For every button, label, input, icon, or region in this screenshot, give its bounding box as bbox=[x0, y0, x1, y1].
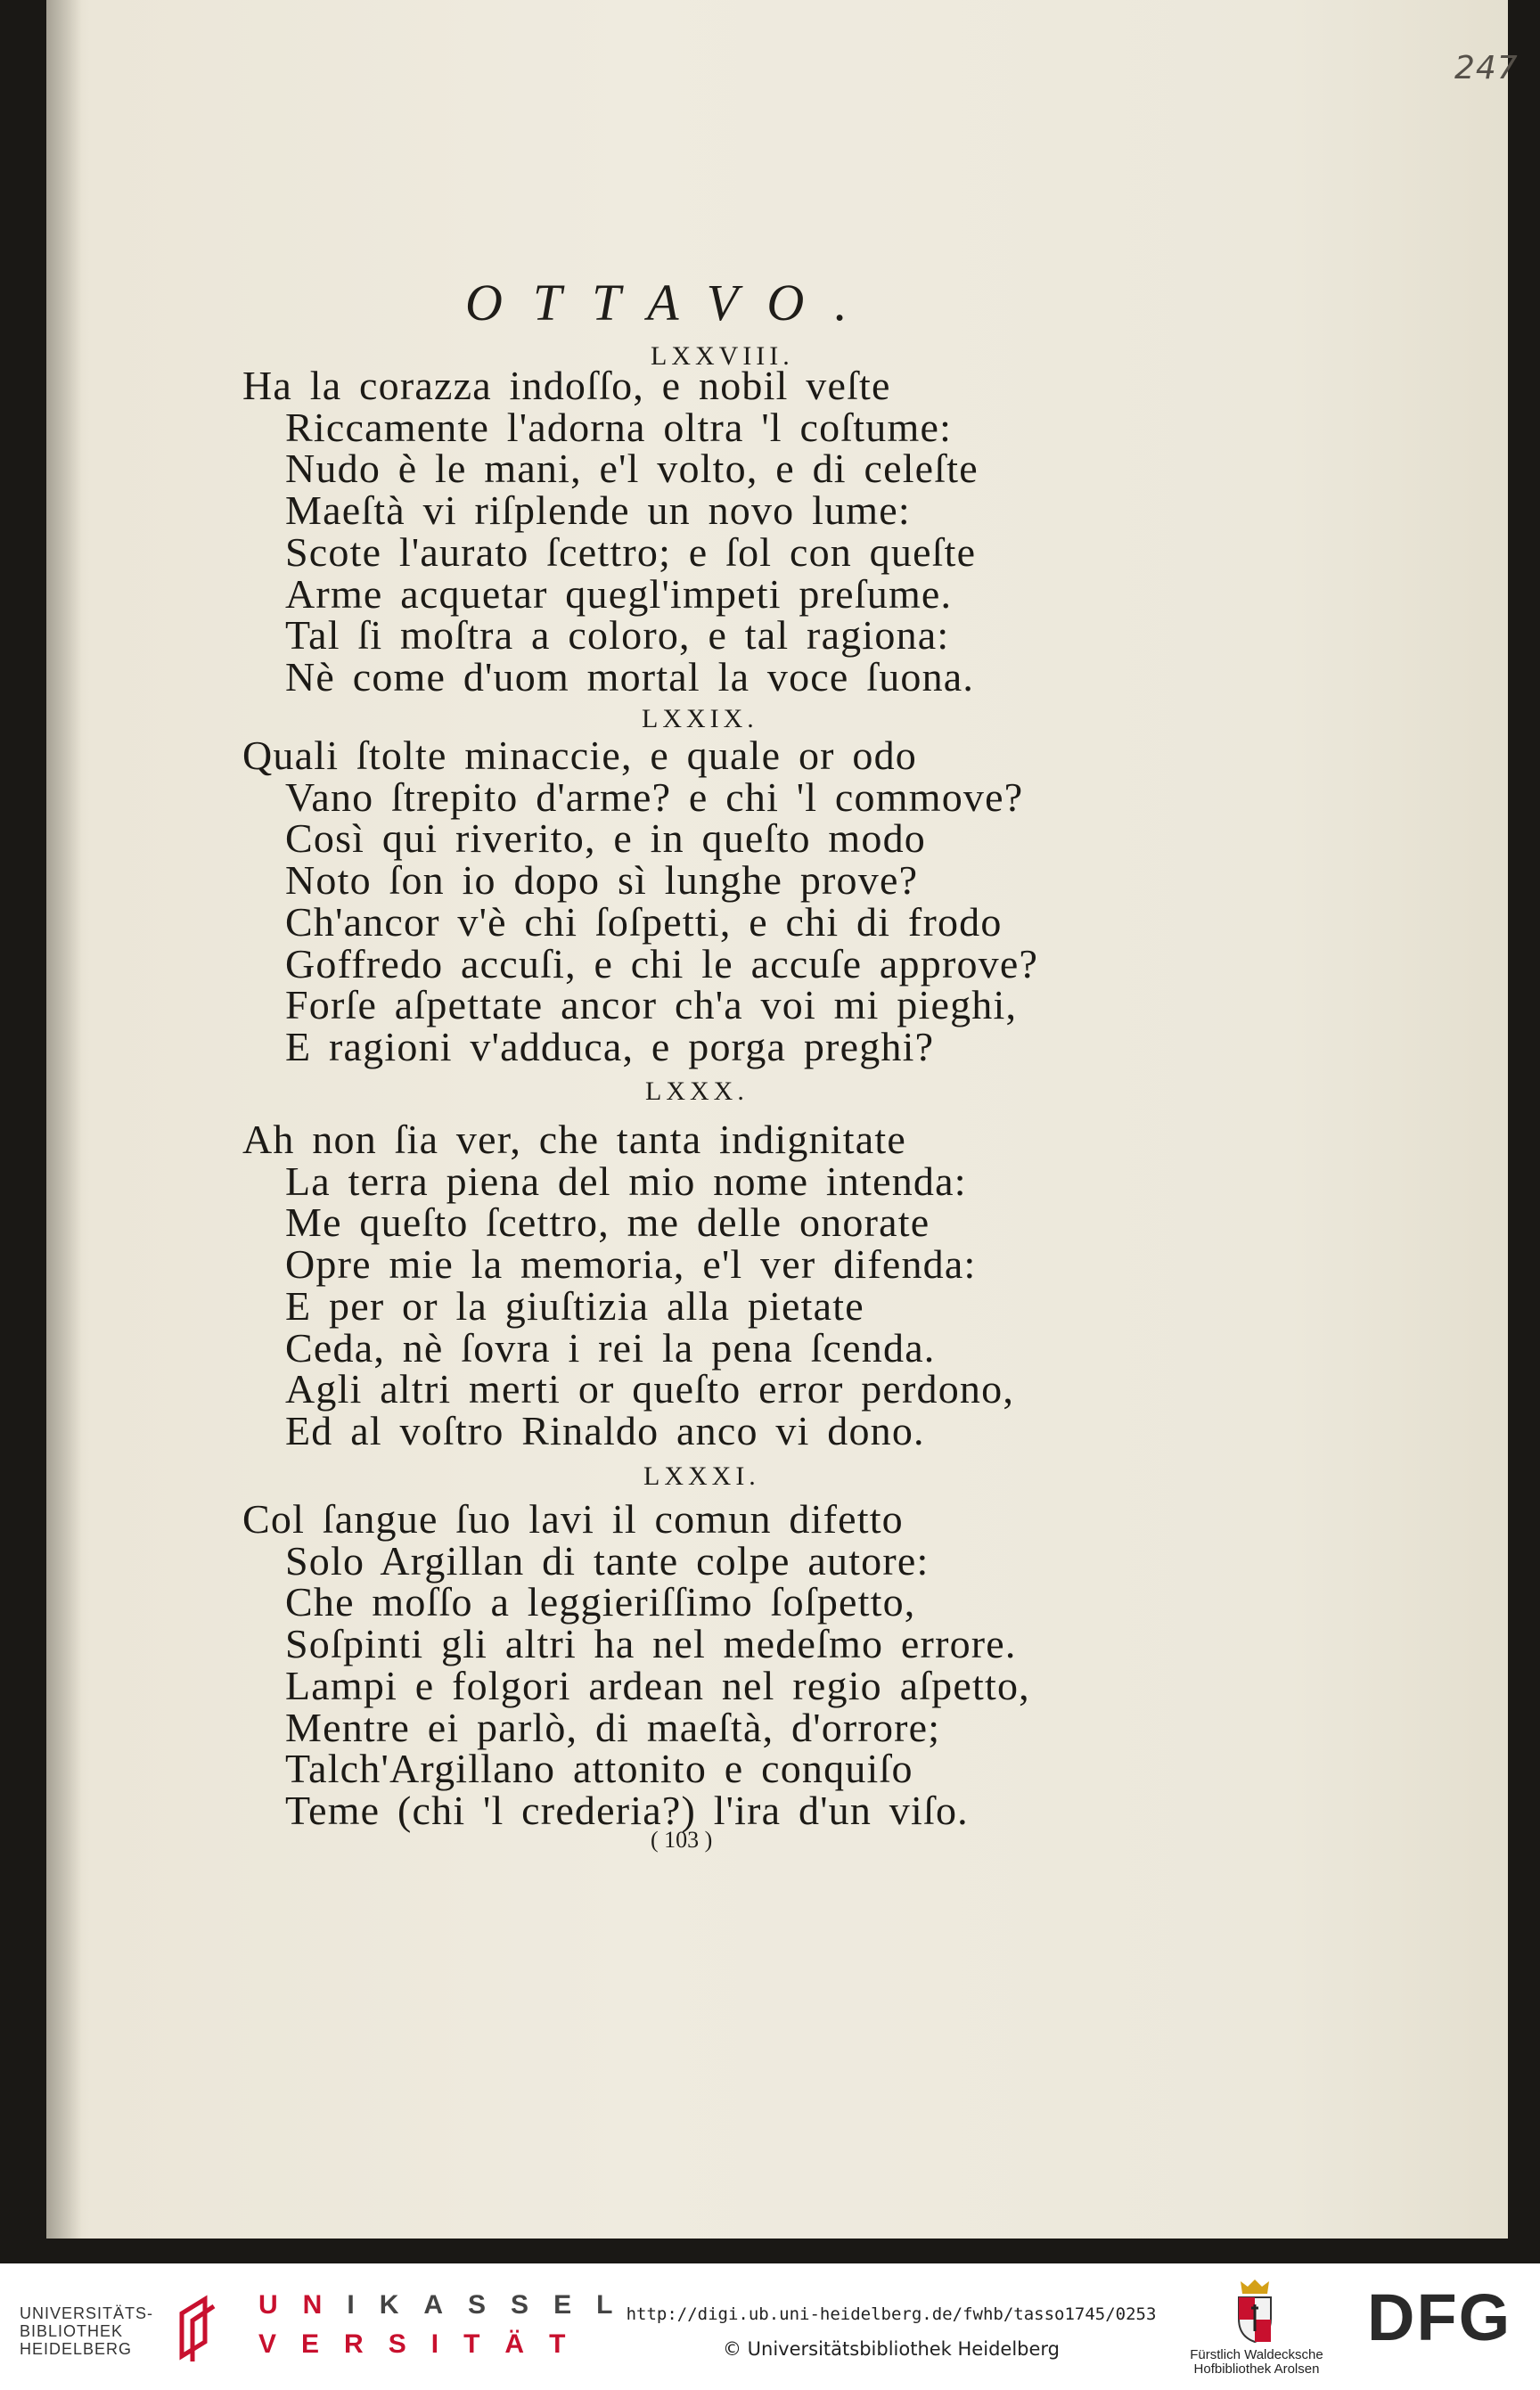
verse-line: La terra piena del mio nome intenda: bbox=[285, 1158, 967, 1204]
verse-line: Così qui riverito, e in queſto modo bbox=[285, 815, 926, 862]
ub-line: HEIDELBERG bbox=[20, 2340, 133, 2358]
waldeck-crest-icon bbox=[1235, 2278, 1274, 2344]
ub-line: UNIVERSITÄTS- bbox=[20, 2304, 154, 2322]
kassel-letter: N bbox=[302, 2290, 348, 2320]
verse-line: Nè come d'uom mortal la voce ſuona. bbox=[285, 653, 975, 700]
verse-line: Forſe aſpettate ancor ch'a voi mi pieghi, bbox=[285, 982, 1018, 1028]
dfg-logo-icon[interactable] bbox=[1367, 2287, 1519, 2349]
kassel-logo-line2[interactable] bbox=[258, 2329, 590, 2360]
verse-line: Me queſto ſcettro, me delle onorate bbox=[285, 1199, 930, 1246]
kassel-letter: I bbox=[347, 2290, 380, 2320]
ub-heidelberg-text bbox=[20, 2304, 153, 2358]
verse-line: Maeſtà vi riſplende un novo lume: bbox=[285, 487, 911, 534]
kassel-letter: L bbox=[596, 2290, 638, 2320]
verse-line: Che moſſo a leggieriſſimo ſoſpetto, bbox=[285, 1579, 916, 1625]
fw-line: Hofbibliothek Arolsen bbox=[1193, 2361, 1320, 2377]
fw-line: Fürstlich Waldecksche bbox=[1190, 2347, 1323, 2362]
stanza-number: LXXVIII. bbox=[651, 341, 794, 371]
kassel-letter: Ä bbox=[504, 2329, 550, 2359]
verse-line: Quali ſtolte minaccie, e quale or odo bbox=[242, 733, 917, 778]
kassel-letter: A bbox=[423, 2290, 469, 2320]
ub-line: BIBLIOTHEK bbox=[20, 2322, 124, 2340]
kassel-letter: T bbox=[463, 2329, 505, 2359]
verse-line: Arme acquetar quegl'impeti preſume. bbox=[285, 570, 953, 617]
verse-line: Lampi e folgori ardean nel regio aſpetto, bbox=[285, 1662, 1030, 1708]
stanza-lxxix bbox=[242, 735, 1038, 1068]
verse-line: Teme (chi 'l crederia?) l'ira d'un viſo. bbox=[285, 1787, 969, 1833]
verse-line: Ceda, nè ſovra i rei la pena ſcenda. bbox=[285, 1324, 936, 1371]
copyright-notice: © Universitätsbibliothek Heidelberg bbox=[722, 2338, 1060, 2360]
verse-line: Vano ſtrepito d'arme? e chi 'l commove? bbox=[285, 773, 1024, 820]
kassel-letter: S bbox=[388, 2329, 431, 2359]
verse-line: Nudo è le mani, e'l volto, e di celeſte bbox=[285, 446, 979, 492]
stanza-number: LXXXI. bbox=[643, 1461, 760, 1491]
kassel-letter: V bbox=[258, 2329, 302, 2359]
kassel-letter: S bbox=[468, 2290, 512, 2320]
stanza-lxxviii bbox=[242, 365, 979, 699]
dfg-logo-text: DFG bbox=[1367, 2287, 1512, 2349]
verse-line: Solo Argillan di tante colpe autore: bbox=[285, 1537, 930, 1584]
folio-number: 247 bbox=[1454, 50, 1519, 86]
permalink-url[interactable]: http://digi.ub.uni-heidelberg.de/fwhb/tasso1745/0253 bbox=[626, 2304, 1157, 2324]
kassel-letter: R bbox=[344, 2329, 389, 2359]
verse-line: Ha la corazza indoſſo, e nobil veſte bbox=[242, 363, 891, 408]
verse-line: Scote l'aurato ſcettro; e ſol con queſte bbox=[285, 528, 977, 575]
kassel-letter: U bbox=[258, 2290, 303, 2320]
stanza-lxxx bbox=[242, 1119, 1014, 1453]
verse-line: E per or la giuſtizia alla pietate bbox=[285, 1282, 864, 1329]
verse-line: Noto ſon io dopo sì lunghe prove? bbox=[285, 857, 919, 904]
kassel-logo-line1[interactable] bbox=[258, 2290, 637, 2320]
verse-line: Ch'ancor v'è chi ſoſpetti, e chi di frodo bbox=[285, 898, 1003, 945]
verse-line: Soſpinti gli altri ha nel medeſmo errore. bbox=[285, 1621, 1017, 1667]
kassel-letter: E bbox=[301, 2329, 345, 2359]
verse-line: Goffredo accuſi, e chi le accuſe approve? bbox=[285, 940, 1039, 986]
canto-title: OTTAVO. bbox=[465, 274, 878, 331]
kassel-letter: K bbox=[379, 2290, 424, 2320]
verse-line: Riccamente l'adorna oltra 'l coſtume: bbox=[285, 404, 953, 450]
kassel-letter: I bbox=[430, 2329, 464, 2359]
verse-line: Mentre ei parlò, di maeſtà, d'orrore; bbox=[285, 1704, 941, 1750]
stanza-lxxxi bbox=[242, 1496, 1030, 1833]
ub-heidelberg-logo-icon[interactable] bbox=[169, 2294, 223, 2365]
verse-line: Ed al voſtro Rinaldo anco vi dono. bbox=[285, 1407, 925, 1453]
page-number: ( 103 ) bbox=[651, 1827, 713, 1853]
stanza-number: LXXX. bbox=[645, 1076, 749, 1106]
kassel-letter: T bbox=[549, 2329, 591, 2359]
verse-line: Ah non ſia ver, che tanta indignitate bbox=[242, 1117, 906, 1162]
verse-line: E ragioni v'adduca, e porga preghi? bbox=[285, 1023, 935, 1069]
kassel-letter: S bbox=[511, 2290, 554, 2320]
verse-line: Opre mie la memoria, e'l ver difenda: bbox=[285, 1241, 977, 1288]
waldeck-library-text bbox=[1159, 2348, 1355, 2377]
kassel-letter: E bbox=[553, 2290, 597, 2320]
verse-line: Col ſangue ſuo lavi il comun difetto bbox=[242, 1496, 904, 1542]
spine-shadow bbox=[46, 0, 82, 2239]
verse-line: Agli altri merti or queſto error perdono, bbox=[285, 1366, 1015, 1412]
verse-line: Talch'Argillano attonito e conquiſo bbox=[285, 1746, 913, 1792]
verse-line: Tal ſi moſtra a coloro, e tal ragiona: bbox=[285, 612, 950, 659]
stanza-number: LXXIX. bbox=[642, 704, 758, 733]
